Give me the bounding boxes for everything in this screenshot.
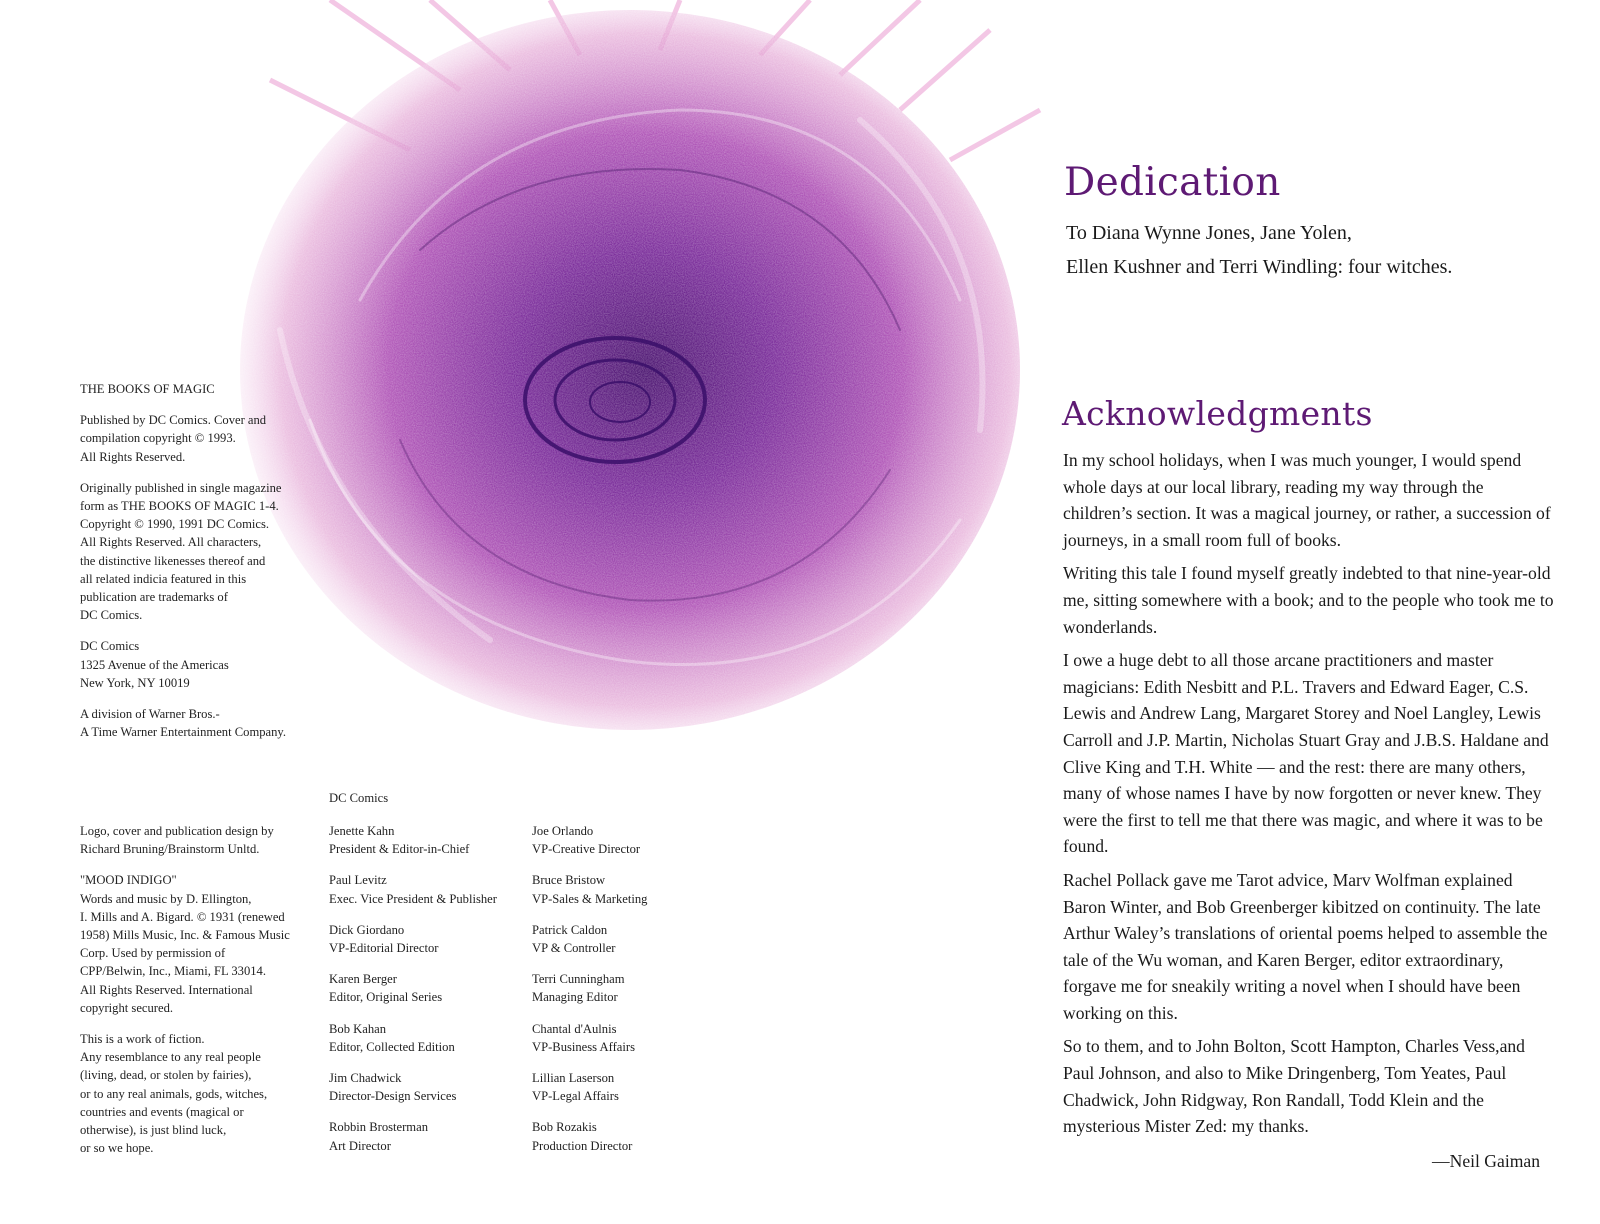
- legal-paragraph: "MOOD INDIGO" Words and music by D. Ellington, I. Mills and A. Bigard. © 1931 (renewed 1958) Mills Music, Inc. & Famous Music Corp. Used by permission of CPP/Belwin, Inc., Miami, FL 33014. All Rights Reserved. International copyright secured.: [80, 873, 290, 1015]
- staff-entry: [532, 921, 732, 957]
- dedication-line: To Diana Wynne Jones, Jane Yolen,: [1066, 222, 1352, 244]
- staff-title: Production Director: [532, 1138, 633, 1153]
- staff-title: Editor, Collected Edition: [329, 1039, 455, 1054]
- ack-paragraph: In my school holidays, when I was much younger, I would spend whole days at our local library, reading my way through the children’s section. It was a magical journey, or rather, a succession of journeys, in a small room full of books.: [1063, 450, 1551, 550]
- acknowledgments-text: [1063, 447, 1555, 1147]
- staff-name: Bruce Bristow: [532, 873, 606, 888]
- staff-name: Patrick Caldon: [532, 922, 608, 937]
- staff-title: Editor, Original Series: [329, 990, 443, 1005]
- staff-entry: [532, 970, 732, 1006]
- staff-name: Joe Orlando: [532, 824, 594, 838]
- staff-title: Director-Design Services: [329, 1089, 457, 1104]
- ack-paragraph: So to them, and to John Bolton, Scott Hampton, Charles Vess,and Paul Johnson, and also to Mike Dringenberg, Tom Yeates, Paul Chadwick, John Ridgway, Ron Randall, Todd Klein and the mysterious Mister Zed: my thanks.: [1063, 1036, 1525, 1137]
- staff-column-right: [532, 822, 732, 1168]
- legal-paragraph: Originally published in single magazine form as THE BOOKS OF MAGIC 1-4. Copyright © 1990, 1991 DC Comics. All Rights Reserved. All characters, the distinctive likenesses thereof and all related indicia featured in this publication are trademarks of DC Comics.: [80, 480, 282, 623]
- legal-paragraph: A division of Warner Bros.- A Time Warner Entertainment Company.: [80, 707, 287, 740]
- legal-paragraph: This is a work of fiction. Any resemblance to any real people (living, dead, or stolen by fairies), or to any real animals, gods, witches, countries and events (magical or otherwise), is just blind luck, or so we hope.: [80, 1032, 268, 1156]
- staff-entry: [532, 1020, 732, 1056]
- staff-entry: [329, 871, 529, 907]
- staff-entry: [532, 822, 732, 858]
- legal-imprint-top: [80, 380, 300, 754]
- staff-name: Karen Berger: [329, 972, 397, 987]
- staff-title: Managing Editor: [532, 990, 618, 1005]
- staff-title: VP-Legal Affairs: [532, 1089, 619, 1104]
- staff-title: VP-Business Affairs: [532, 1039, 635, 1054]
- staff-entry: [329, 1069, 529, 1105]
- staff-name: Robbin Brosterman: [329, 1120, 428, 1135]
- staff-entry: [329, 1020, 529, 1056]
- acknowledgments-title: Acknowledgments: [1062, 394, 1373, 433]
- staff-title: President & Editor-in-Chief: [329, 842, 470, 857]
- staff-entry: [532, 871, 732, 907]
- legal-paragraph: Logo, cover and publication design by Richard Bruning/Brainstorm Unltd.: [80, 824, 274, 857]
- legal-paragraph: Published by DC Comics. Cover and compilation copyright © 1993. All Rights Reserved.: [80, 413, 267, 464]
- staff-name: Bob Rozakis: [532, 1120, 597, 1135]
- staff-name: Chantal d'Aulnis: [532, 1021, 617, 1036]
- staff-name: Jenette Kahn: [329, 824, 395, 838]
- staff-name: Lillian Laserson: [532, 1071, 615, 1086]
- staff-title: Exec. Vice President & Publisher: [329, 891, 497, 906]
- ack-paragraph: Rachel Pollack gave me Tarot advice, Marv Wolfman explained Baron Winter, and Bob Greenberger kibitzed on continuity. The late Arthur Waley’s translations of oriental poems helped to assemble the tale of the Wu woman, and Karen Berger, editor extraordinary, forgave me for sneakily writing a novel when I should have been working on this.: [1063, 869, 1548, 1023]
- staff-title: VP-Creative Director: [532, 842, 641, 857]
- dedication-line: Ellen Kushner and Terri Windling: four witches.: [1066, 256, 1453, 278]
- staff-entry: [532, 1118, 732, 1154]
- staff-entry: [532, 1069, 732, 1105]
- staff-entry: [329, 1118, 529, 1154]
- dedication-text: [1066, 216, 1566, 284]
- staff-heading: DC Comics: [329, 791, 389, 805]
- staff-name: Terri Cunningham: [532, 972, 625, 987]
- staff-title: Art Director: [329, 1138, 391, 1153]
- staff-column-left: [329, 822, 529, 1168]
- swirl-body: [240, 10, 1020, 730]
- staff-entry: [329, 921, 529, 957]
- ack-paragraph: I owe a huge debt to all those arcane practitioners and master magicians: Edith Nesbitt and P.L. Travers and Edward Eager, C.S. Lewis and Andrew Lang, Margaret Storey and Noel Langley, Lewis Carroll and J.P. Martin, Nicholas Stuart Gray and J.B.S. Haldane and Clive King and T.H. White — and the rest: there are many others, many of whose names I have by now forgotten or never knew. They were the first to tell me that there was magic, and where it was to be found.: [1063, 650, 1549, 857]
- ack-paragraph: Writing this tale I found myself greatly indebted to that nine-year-old me, sitting somewhere with a book; and to the people who took me to wonderlands.: [1063, 563, 1554, 637]
- legal-paragraph: THE BOOKS OF MAGIC: [80, 382, 215, 396]
- staff-name: Jim Chadwick: [329, 1071, 402, 1086]
- staff-name: Bob Kahan: [329, 1021, 387, 1036]
- staff-entry: [329, 822, 529, 858]
- staff-name: Dick Giordano: [329, 922, 405, 937]
- staff-title: VP-Editorial Director: [329, 941, 439, 956]
- dedication-title: Dedication: [1064, 160, 1281, 205]
- staff-title: VP & Controller: [532, 941, 616, 956]
- staff-title: VP-Sales & Marketing: [532, 891, 648, 906]
- staff-entry: [329, 970, 529, 1006]
- staff-name: Paul Levitz: [329, 873, 387, 888]
- author-signature: —Neil Gaiman: [1432, 1151, 1540, 1171]
- legal-paragraph: DC Comics 1325 Avenue of the Americas New York, NY 10019: [80, 639, 229, 690]
- legal-imprint-bottom: [80, 822, 300, 1170]
